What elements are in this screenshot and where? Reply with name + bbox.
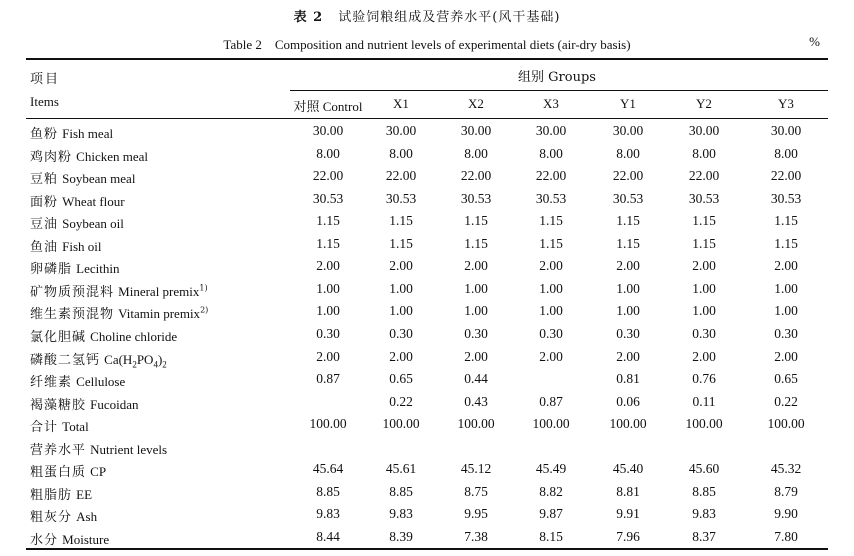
- table-cell: 0.22: [389, 393, 413, 409]
- row-label-en: Vitamin premix: [118, 306, 201, 322]
- table-cell: 9.83: [389, 506, 413, 522]
- table-row: [0, 300, 854, 323]
- table-cell: 9.83: [692, 506, 716, 522]
- table-cell: 30.53: [612, 190, 644, 206]
- row-label: [30, 168, 135, 187]
- table-cell: 0.44: [464, 371, 488, 387]
- row-label-en: Fucoidan: [90, 396, 139, 412]
- table-cell: 2.00: [774, 258, 798, 274]
- row-label: [30, 461, 106, 480]
- table-cell: 0.65: [389, 371, 413, 387]
- table-row: [0, 165, 854, 188]
- table-cell: 0.06: [616, 393, 640, 409]
- table-cell: 0.30: [539, 325, 563, 341]
- table-cell: 8.81: [616, 483, 640, 499]
- table-cell: 22.00: [312, 168, 344, 184]
- table-cell: 30.53: [385, 190, 417, 206]
- table-row: [0, 413, 854, 436]
- row-label: [30, 506, 97, 525]
- table-cell: 2.00: [692, 348, 716, 364]
- row-label: [30, 394, 139, 413]
- table-cell: 22.00: [770, 168, 802, 184]
- table-cell: 45.61: [385, 461, 417, 477]
- table-cell: 2.00: [389, 258, 413, 274]
- footnote-marker: 2): [200, 306, 209, 316]
- table-cell: 0.30: [774, 325, 798, 341]
- table-cell: 45.60: [688, 461, 720, 477]
- table-cell: 30.00: [612, 123, 644, 138]
- row-label-en: Wheat flour: [62, 193, 125, 209]
- table-cell: 0.30: [692, 325, 716, 341]
- table-cell: 8.85: [389, 483, 413, 499]
- table-caption-cn: [0, 6, 854, 25]
- table-row: [0, 526, 854, 549]
- table-cell: 100.00: [685, 416, 723, 432]
- row-label-en: EE: [76, 486, 93, 502]
- table-row: [0, 436, 854, 459]
- row-label-cn: 磷酸二氢钙: [30, 352, 101, 368]
- table-row: [0, 323, 854, 346]
- table-cell: 0.81: [616, 371, 640, 387]
- table-row: [0, 210, 854, 233]
- table-cell: 8.00: [316, 145, 340, 161]
- table-cell: 22.00: [688, 168, 720, 184]
- row-label-cn: 豆油: [30, 217, 59, 233]
- row-label: [30, 213, 124, 232]
- unit-label: %: [809, 34, 820, 49]
- table-cell: 9.90: [774, 506, 798, 522]
- row-label-cn: 鱼粉: [30, 127, 59, 142]
- table-number: 表 2: [293, 10, 324, 25]
- table-cell: 45.64: [312, 461, 344, 477]
- row-label-cn: 营养水平: [30, 442, 87, 458]
- table-cell: 0.65: [774, 371, 798, 387]
- table-cell: 8.00: [774, 145, 798, 161]
- table-cell: 1.00: [692, 303, 716, 319]
- row-label-en: Lecithin: [76, 261, 120, 277]
- table-cell: 8.75: [464, 483, 488, 499]
- table-cell: 30.00: [312, 123, 344, 138]
- row-label: [30, 484, 92, 503]
- row-label-cn: 卵磷脂: [30, 262, 73, 278]
- table-cell: 1.15: [616, 235, 640, 251]
- row-label-cn: 维生素预混物: [30, 307, 115, 323]
- table-cell: 1.00: [539, 303, 563, 319]
- table-cell: 22.00: [385, 168, 417, 184]
- table-row: [0, 346, 854, 369]
- table-cell: 2.00: [316, 258, 340, 274]
- table-cell: 100.00: [767, 416, 805, 432]
- row-label-cn: 粗灰分: [30, 510, 73, 526]
- row-label-cn: 纤维素: [30, 375, 73, 391]
- row-label-cn: 面粉: [30, 194, 59, 210]
- table-row: [0, 255, 854, 278]
- table-cell: 30.53: [312, 190, 344, 206]
- table-cell: 30.00: [385, 123, 417, 138]
- table-cell: 45.49: [535, 461, 567, 477]
- row-label-cn: 豆粕: [30, 172, 59, 188]
- table-cell: 1.15: [774, 235, 798, 251]
- table-cell: 30.53: [688, 190, 720, 206]
- table-cell: 1.00: [464, 280, 488, 296]
- table-cell: 30.53: [460, 190, 492, 206]
- row-label-en: Moisture: [62, 531, 110, 547]
- table-cell: 30.00: [770, 123, 802, 138]
- table-cell: 0.30: [464, 325, 488, 341]
- row-label-en: Soybean meal: [62, 171, 136, 187]
- table-cell: 1.15: [616, 213, 640, 229]
- table-cell: 1.15: [464, 213, 488, 229]
- table-cell: 0.30: [616, 325, 640, 341]
- row-label-cn: 合计: [30, 420, 59, 436]
- table-cell: 9.87: [539, 506, 563, 522]
- table-cell: 1.15: [692, 235, 716, 251]
- table-row: [0, 503, 854, 526]
- row-label-cn: 粗脂肪: [30, 487, 73, 503]
- table-cell: 2.00: [539, 258, 563, 274]
- table-cell: 7.38: [464, 528, 488, 544]
- table-cell: 2.00: [316, 348, 340, 364]
- table-cell: 8.00: [464, 145, 488, 161]
- table-cell: 100.00: [609, 416, 647, 432]
- column-header: X1: [393, 96, 409, 111]
- row-label-en: Mineral premix: [118, 283, 200, 299]
- table-cell: 7.80: [774, 528, 798, 544]
- table-cell: 45.40: [612, 461, 644, 477]
- row-label: [30, 236, 102, 255]
- table-cell: 8.85: [316, 483, 340, 499]
- row-label: [30, 191, 125, 210]
- table-cell: 9.83: [316, 506, 340, 522]
- table-cell: 2.00: [464, 258, 488, 274]
- table-cell: 2.00: [389, 348, 413, 364]
- table-cell: 22.00: [460, 168, 492, 184]
- row-label: [30, 439, 167, 458]
- row-label-en: Ca(H: [104, 351, 133, 367]
- footnote-marker: 1): [199, 283, 208, 293]
- table-cell: 1.15: [539, 213, 563, 229]
- table-row: [0, 368, 854, 391]
- items-header-en: Items: [30, 94, 59, 109]
- table-title-en: Table 2 Composition and nutrient levels of experimental diets (air-dry basis): [223, 37, 631, 52]
- table-cell: 1.00: [774, 303, 798, 319]
- column-header: 对照 Control: [293, 99, 363, 114]
- table-cell: 0.87: [539, 393, 563, 409]
- table-cell: 1.00: [464, 303, 488, 319]
- row-label-en: Ash: [76, 509, 98, 525]
- table-cell: 9.91: [616, 506, 640, 522]
- table-cell: 0.30: [316, 325, 340, 341]
- row-label-en: Chicken meal: [76, 148, 148, 164]
- row-label-en: Fish oil: [62, 238, 102, 254]
- row-label-en: Nutrient levels: [90, 441, 168, 457]
- table-row: [0, 458, 854, 481]
- table-cell: 0.30: [389, 325, 413, 341]
- table-cell: 22.00: [612, 168, 644, 184]
- table-cell: 1.15: [464, 235, 488, 251]
- table-cell: 8.79: [774, 483, 798, 499]
- table-cell: 8.00: [389, 145, 413, 161]
- row-label-en: CP: [90, 464, 107, 480]
- table-cell: 45.12: [460, 461, 492, 477]
- column-header: Y2: [696, 96, 712, 111]
- formula-tail: $_2PO_4)_2$: [132, 351, 167, 370]
- table-cell: 0.43: [464, 393, 488, 409]
- table-cell: 2.00: [774, 348, 798, 364]
- table-cell: 100.00: [457, 416, 495, 432]
- table-cell: 0.11: [692, 393, 716, 409]
- table-cell: 1.15: [774, 213, 798, 229]
- row-label: [30, 281, 208, 300]
- header-rule: [26, 118, 828, 119]
- table-cell: 1.15: [389, 235, 413, 251]
- table-cell: 30.00: [535, 123, 567, 138]
- row-label-cn: 氯化胆碱: [30, 329, 87, 345]
- row-label-cn: 鱼油: [30, 239, 59, 255]
- table-cell: 2.00: [616, 258, 640, 274]
- table-cell: 30.53: [770, 190, 802, 206]
- table-cell: 100.00: [532, 416, 570, 432]
- table-row: [0, 481, 854, 504]
- table-cell: 1.00: [389, 303, 413, 319]
- table-cell: 1.00: [539, 280, 563, 296]
- items-header-cn: 项目: [30, 72, 61, 87]
- table-cell: 30.53: [535, 190, 567, 206]
- table-row: [0, 188, 854, 211]
- row-label: [30, 326, 177, 345]
- top-rule: [26, 58, 828, 60]
- row-label-cn: 褐藻糖胶: [30, 397, 87, 413]
- table-cell: 2.00: [539, 348, 563, 364]
- column-header: Y1: [620, 96, 636, 111]
- row-label: [30, 123, 113, 142]
- table-row: [0, 143, 854, 166]
- row-label: [30, 258, 119, 277]
- table-cell: 1.00: [316, 280, 340, 296]
- column-header: X2: [468, 96, 484, 111]
- row-label-cn: 水分: [30, 532, 59, 548]
- table-cell: 1.00: [616, 280, 640, 296]
- table-row: [0, 391, 854, 414]
- row-label-en: Soybean oil: [62, 216, 124, 232]
- table-cell: 45.32: [770, 461, 802, 477]
- table-cell: 1.15: [539, 235, 563, 251]
- table-cell: 100.00: [382, 416, 420, 432]
- table-cell: 2.00: [692, 258, 716, 274]
- column-header: Y3: [778, 96, 794, 111]
- row-label-cn: 粗蛋白质: [30, 465, 87, 481]
- table-cell: 1.15: [316, 213, 340, 229]
- table-cell: 8.15: [539, 528, 563, 544]
- row-label-en: Choline chloride: [90, 328, 178, 344]
- table-cell: 22.00: [535, 168, 567, 184]
- table-cell: 7.96: [616, 528, 640, 544]
- table-cell: 30.00: [460, 123, 492, 138]
- table-cell: 8.00: [616, 145, 640, 161]
- row-label-en: Fish meal: [62, 126, 114, 141]
- table-cell: 1.00: [692, 280, 716, 296]
- table-cell: 1.00: [389, 280, 413, 296]
- table-cell: 1.00: [316, 303, 340, 319]
- row-label-en: Total: [62, 419, 89, 435]
- table-cell: 8.85: [692, 483, 716, 499]
- row-label: [30, 371, 125, 390]
- table-row: [0, 278, 854, 301]
- row-label: [30, 303, 208, 322]
- table-cell: 8.00: [692, 145, 716, 161]
- row-label: [30, 416, 89, 435]
- groups-rule: [290, 90, 828, 91]
- table-cell: 8.44: [316, 528, 340, 544]
- table-row: [0, 120, 854, 143]
- table-cell: 2.00: [464, 348, 488, 364]
- table-cell: 2.00: [616, 348, 640, 364]
- table-cell: 8.00: [539, 145, 563, 161]
- table-cell: 1.00: [616, 303, 640, 319]
- table-cell: 0.87: [316, 371, 340, 387]
- table-cell: 1.15: [389, 213, 413, 229]
- table-cell: 0.22: [774, 393, 798, 409]
- table-cell: 8.39: [389, 528, 413, 544]
- table-cell: 1.00: [774, 280, 798, 296]
- row-label: [30, 349, 167, 370]
- row-label: [30, 146, 148, 165]
- row-label-cn: 鸡肉粉: [30, 149, 73, 165]
- table-cell: 100.00: [309, 416, 347, 432]
- row-label-cn: 矿物质预混料: [30, 284, 115, 300]
- table-title-cn: 试验饲粮组成及营养水平(风干基础): [338, 10, 561, 25]
- table-row: [0, 233, 854, 256]
- table-cell: 9.95: [464, 506, 488, 522]
- table-cell: 8.82: [539, 483, 563, 499]
- table-cell: 1.15: [692, 213, 716, 229]
- row-label-en: Cellulose: [76, 374, 126, 390]
- row-label: [30, 529, 109, 548]
- table-cell: 30.00: [688, 123, 720, 138]
- column-header: X3: [543, 96, 559, 111]
- table-cell: 0.76: [692, 371, 716, 387]
- groups-header: 组别 Groups: [518, 70, 596, 85]
- table-cell: 1.15: [316, 235, 340, 251]
- table-cell: 8.37: [692, 528, 716, 544]
